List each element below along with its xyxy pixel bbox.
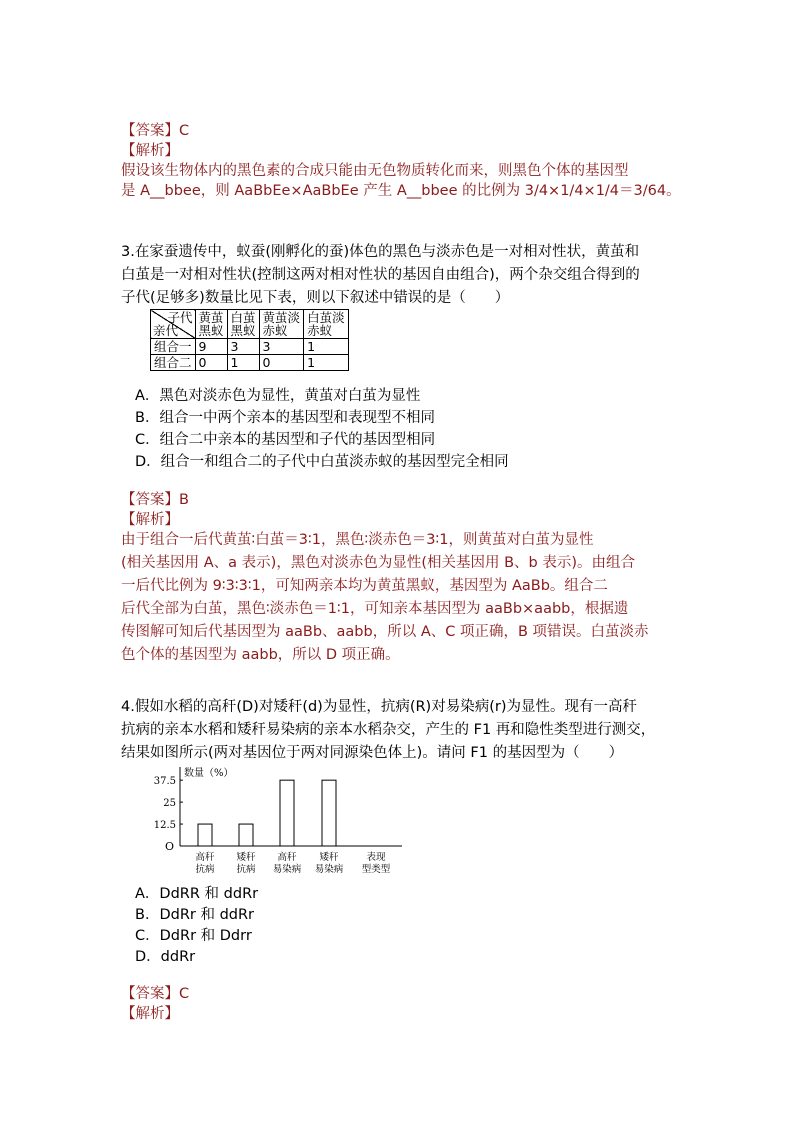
corner-label-parents: 亲代 [153,323,179,338]
row-label: 组合一 [151,339,196,355]
x-tick-label: 易染病 [314,864,344,875]
question-4-text: 抗病的亲本水稻和矮秆易染病的亲本水稻杂交，产生的 F1 再和隐性类型进行测交， [121,722,656,738]
answer-label-3: 【答案】B [121,492,189,508]
y-axis-label: 数量（%） [184,768,234,779]
x-tick-label: 高秆 [277,852,297,863]
analysis-line: 后代全部为白茧，黑色∶淡赤色＝1∶1，可知亲本基因型为 aaBb×aabb，根据遗 [121,601,629,617]
analysis-line: (相关基因用 A、a 表示)，黑色对淡赤色为显性(相关基因用 B、b 表示)。由组合 [121,555,636,571]
analysis-line: 传图解可知后代基因型为 aaBb、aabb，所以 A、C 项正确，B 项错误。白茧淡赤 [121,624,649,640]
bar [198,824,212,846]
question-3-text: 3.在家蚕遗传中，蚁蚕(刚孵化的蚕)体色的黑色与淡赤色是一对相对性状，黄茧和 [121,244,640,260]
table-cell: 0 [195,355,227,371]
analysis-line: 假设该生物体内的黑色素的合成只能由无色物质转化而来，则黑色个体的基因型 [121,163,629,179]
option-b: B．组合一中两个亲本的基因型和表现型不相同 [135,410,435,426]
table-header: 白茧 黑蚁 [227,310,259,339]
y-tick-label: 37.5 [153,776,176,788]
origin-label: O [164,840,174,853]
option-b: B．DdRr 和 ddRr [135,907,255,923]
option-c: C．DdRr 和 Ddrr [135,928,252,944]
corner-label-offspring: 子代 [167,310,193,325]
analysis-line: 是 A__bbee，则 AaBbEe×AaBbEe 产生 A__bbee 的比例为 3/4×1/4×1/4＝3/64。 [121,183,681,199]
table-corner-cell [151,310,196,339]
answer-label-4: 【答案】C [121,986,190,1002]
option-d: D．ddRr [135,949,196,965]
option-a: A．黑色对淡赤色为显性，黄茧对白茧为显性 [135,388,421,404]
option-d: D．组合一和组合二的子代中白茧淡赤蚁的基因型完全相同 [135,454,509,470]
bar [322,780,336,846]
table-row [151,355,349,371]
testcross-bar-chart [140,762,410,877]
offspring-ratio-table [150,309,349,371]
y-tick-label: 25 [163,798,176,810]
question-3-text: 白茧是一对相对性状(控制这两对相对性状的基因自由组合)，两个杂交组合得到的 [121,267,640,283]
analysis-line: 一后代比例为 9∶3∶3∶1，可知两亲本均为黄茧黑蚁，基因型为 AaBb。组合二 [121,578,608,594]
x-tick-label: 抗病 [236,864,256,875]
table-header: 黄茧 黑蚁 [195,310,227,339]
analysis-label-1: 【解析】 [121,143,179,159]
row-label: 组合二 [151,355,196,371]
table-cell: 9 [195,339,227,355]
analysis-line: 由于组合一后代黄茧∶白茧＝3∶1，黑色∶淡赤色＝3∶1，则黄茧对白茧为显性 [121,532,594,548]
option-c: C．组合二中亲本的基因型和子代的基因型相同 [135,432,436,448]
table-header: 黄茧淡 赤蚁 [259,310,304,339]
table-row [151,339,349,355]
bar [280,780,294,846]
option-a: A．DdRR 和 ddRr [135,886,259,902]
x-tick-label: 矮秆 [236,852,256,863]
question-3-text: 子代(足够多)数量比见下表，则以下叙述中错误的是（ ） [121,290,510,306]
analysis-label-3: 【解析】 [121,512,179,528]
table-cell: 1 [304,355,349,371]
x-tick-label: 矮秆 [319,852,339,863]
question-4-text: 4.假如水稻的高秆(D)对矮秆(d)为显性，抗病(R)对易染病(r)为显性。现有一高秆 [121,699,637,715]
x-tick-label: 抗病 [195,864,215,875]
answer-label-1: 【答案】C [121,123,190,139]
table-cell: 1 [227,355,259,371]
table-cell: 1 [304,339,349,355]
analysis-line: 色个体的基因型为 aabb，所以 D 项正确。 [121,647,400,663]
analysis-label-4: 【解析】 [121,1006,179,1022]
table-cell: 0 [259,355,304,371]
table-cell: 3 [259,339,304,355]
question-4-text: 结果如图所示(两对基因位于两对同源染色体上)。请问 F1 的基因型为（ ） [121,745,624,761]
x-axis-label: 型类型 [361,864,391,875]
x-axis-label: 表现 [366,852,386,863]
table-header: 白茧淡 赤蚁 [304,310,349,339]
table-cell: 3 [227,339,259,355]
bar [239,824,253,846]
x-tick-label: 易染病 [272,864,302,875]
y-tick-label: 12.5 [153,820,176,832]
x-tick-label: 高秆 [195,852,215,863]
